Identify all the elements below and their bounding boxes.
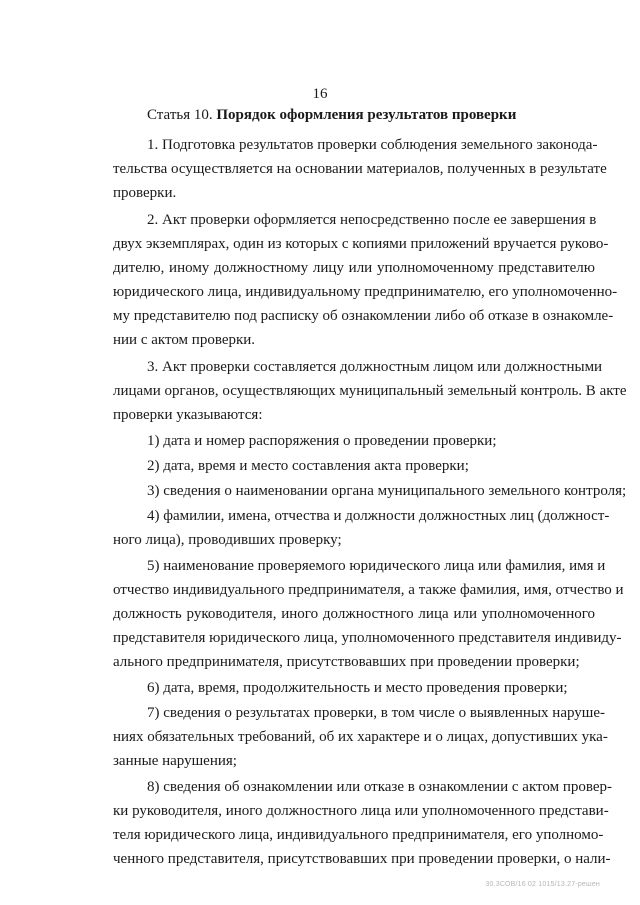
text-line: ного лица), проводивших проверку;	[113, 532, 342, 548]
text-line: ального предпринимателя, присутствовавших при проведении проверки;	[113, 654, 580, 670]
text-line: лицами органов, осуществляющих муниципальный земельный контроль. В акте	[113, 383, 627, 399]
list-item: 8) сведения об ознакомлении или отказе в ознакомлении с актом провер-	[147, 779, 613, 795]
text-line: теля юридического лица, индивидуального предпринимателя, его уполномо-	[113, 827, 604, 843]
text-line: 1. Подготовка результатов проверки соблюдения земельного законода-	[147, 137, 598, 153]
list-item: 2) дата, время и место составления акта проверки;	[147, 458, 469, 474]
list-item: 1) дата и номер распоряжения о проведении проверки;	[147, 433, 497, 449]
list-item: 3) сведения о наименовании органа муниципального земельного контроля;	[147, 483, 627, 499]
text-line: нии с актом проверки.	[113, 332, 256, 348]
list-item: 6) дата, время, продолжительность и место проведения проверки;	[147, 680, 568, 696]
footer-stamp: 30.3СОВ/16 02 1015/13.27-решен	[485, 881, 600, 888]
text-line: проверки указываются:	[113, 407, 263, 423]
text-line: ки руководителя, иного должностного лица или уполномоченного представи-	[113, 803, 609, 819]
text-line: ченного представителя, присутствовавших при проведении проверки, о нали-	[113, 851, 611, 867]
list-item: 4) фамилии, имена, отчества и должности должностных лиц (должност-	[147, 508, 610, 524]
text-line: занные нарушения;	[113, 753, 237, 769]
text-line: 3. Акт проверки составляется должностным лицом или должностными	[147, 359, 603, 375]
page-number: 16	[312, 86, 328, 102]
article-heading	[147, 106, 516, 124]
text-line: должность руководителя, иного должностного лица или уполномоченного	[113, 606, 595, 622]
text-line: му представителю под расписку об ознакомлении либо об отказе в ознакомле-	[113, 308, 614, 324]
text-line: дителю, иному должностному лицу или уполномоченному представителю	[113, 260, 595, 276]
article-heading-title: Порядок оформления результатов проверки	[216, 107, 517, 123]
text-line: представителя юридического лица, уполномоченного представителя индивиду-	[113, 630, 622, 646]
text-line: проверки.	[113, 185, 177, 201]
text-line: 2. Акт проверки оформляется непосредственно после ее завершения в	[147, 212, 597, 228]
list-item: 7) сведения о результатах проверки, в том числе о выявленных наруше-	[147, 705, 605, 721]
text-line: юридического лица, индивидуальному предпринимателю, его уполномоченно-	[113, 284, 618, 300]
article-heading-prefix: Статья 10.	[147, 107, 217, 123]
text-line: отчество индивидуального предпринимателя, а также фамилия, имя, отчество и	[113, 582, 624, 598]
text-line: ниях обязательных требований, об их характере и о лицах, допустивших ука-	[113, 729, 608, 745]
text-line: тельства осуществляется на основании материалов, полученных в результате	[113, 161, 607, 177]
list-item: 5) наименование проверяемого юридического лица или фамилия, имя и	[147, 558, 606, 574]
text-line: двух экземплярах, один из которых с копиями приложений вручается руково-	[113, 236, 609, 252]
